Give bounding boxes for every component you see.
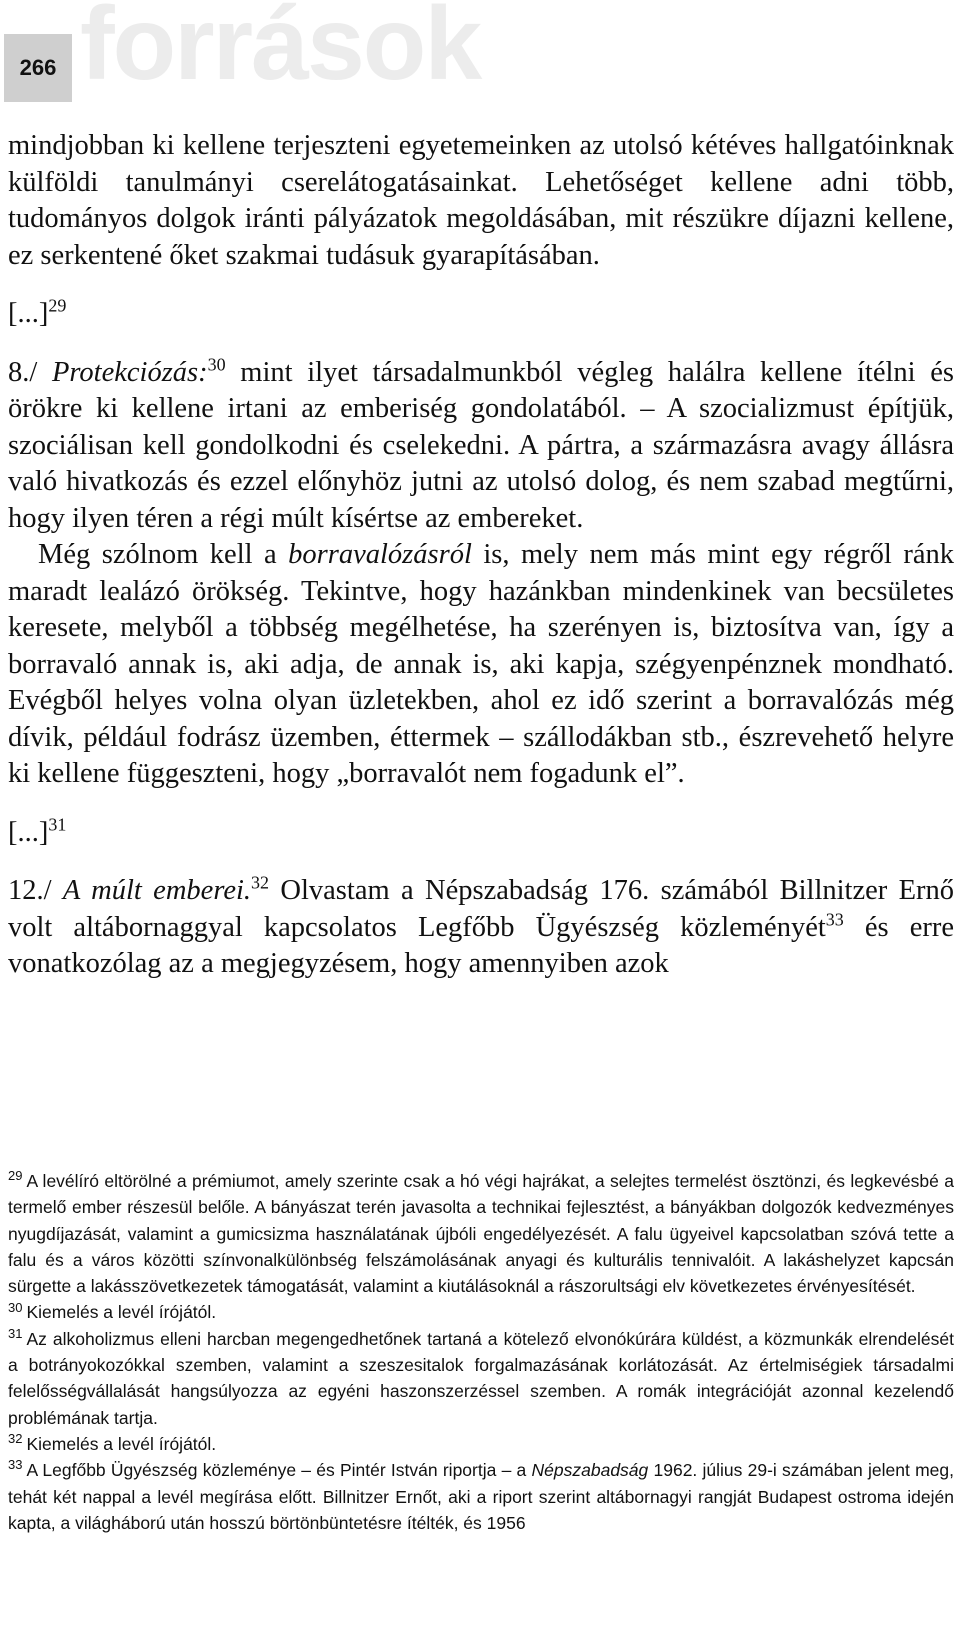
footnote-text: 1962. július 29-i számában jelent meg, tehát két nappal a levél megírása előtt. Billnitzer Ernőt, aki a riport szerint altábornagyi rangját Budapest ostroma idején kapta, a világháború után hosszú börtönbüntetésre ítélték, és 1956 [8, 1460, 954, 1533]
page-number: 266 [4, 34, 72, 102]
paragraph-borravalo [8, 537, 954, 793]
omission-mark: [...] [8, 298, 49, 329]
paragraph-mult-emberei [8, 873, 954, 983]
omission-1 [8, 296, 954, 333]
footnote-number: 33 [8, 1457, 23, 1473]
footnote-number: 29 [8, 1168, 23, 1184]
paragraph-protekciozas [8, 355, 954, 538]
item-heading: A múlt emberei. [62, 875, 252, 906]
paragraph-text: és erre vonatkozólag az a megjegyzésem, hogy amennyiben azok [8, 911, 954, 979]
footnote-ref-29: 29 [48, 295, 67, 316]
footnote-text: A Legfőbb Ügyészség közleménye – és Pintér István riportja – a [26, 1460, 532, 1481]
paragraph-text: is, mely nem más mint egy régről ránk maradt lealázó örökség. Tekintve, hogy hazánkban mindenkinek van becsületes keresete, melyből a többség megélhetése, ha szerényen is, biztosítva van, így a borravaló annak is, aki adja, de annak is, aki kapja, szégyenpénznek mondható. Evégből helyes volna olyan üzletekben, ahol ez idő szerint a borravalózás még dívik, például fodrász üzemben, éttermek – szállodákban stb., észrevehető helyre ki kellene függeszteni, hogy „borravalót nem fogadunk el”. [8, 539, 954, 789]
paragraph-text: mint ilyet társadalmunkból végleg halálra kellene ítélni és örökre ki kellene irtani az emberiség gondolatából. – A szocializmust építjük, szociálisan kell gondolkodni és cselekedni. A pártra, a származásra avagy állásra való hivatkozás és ezzel előnyhöz jutni az utolsó dolog, és nem szabad megtűrni, hogy ilyen téren a régi múlt kísértse az embereket. [8, 356, 954, 534]
footnote-text: A levélíró eltörölné a prémiumot, amely szerinte csak a hó végi hajrákat, a selejtes termelést ösztönzi, és legkevésbé a termelő ember részesül belőle. A bányászat terén javasolta a technikai fejlesztést, a bányákban dolgozók kedvezményes nyugdíjazását, valamint a gumicsizma használatának újbóli engedélyezését. A falu ügyeivel kapcsolatban szóvá tette a falu és a város közötti színvonalkülönbség felszámolásának anyagi és kulturális tennivalóit. A lakáshelyzet kapcsán sürgette a lakásszövetkezetek támogatását, valamint a kiutálásoknál a rászorultsági elv következetes érvényesítését. [8, 1171, 954, 1297]
emphasis: borravalózásról [288, 539, 472, 570]
item-heading: Protekciózás: [51, 356, 208, 388]
footnote-29 [8, 1168, 954, 1299]
footnote-number: 32 [8, 1431, 23, 1447]
section-title: források [80, 0, 481, 102]
item-number: 8./ [8, 356, 52, 388]
footnote-text: Kiemelés a levél írójától. [26, 1433, 217, 1454]
footnote-number: 31 [8, 1325, 23, 1341]
paragraph-text: Még szólnom kell a [38, 539, 289, 570]
item-number: 12./ [8, 875, 63, 906]
footnote-ref-33: 33 [825, 909, 844, 929]
footnote-ref-30: 30 [207, 354, 226, 374]
paragraph-1: mindjobban ki kellene terjeszteni egyetemeinken az utolsó kétéves hallgatóinknak külföldi tanulmányi cserelátogatásainkat. Lehetőséget kellene adni több, tudományos dolgok iránti pályázatok megoldásában, mit részükre díjazni kellene, ez serkentené őket szakmai tudásuk gyarapításában. [8, 130, 954, 271]
footnote-number: 30 [8, 1299, 23, 1315]
main-text [8, 128, 954, 983]
footnote-32 [8, 1431, 954, 1457]
omission-2 [8, 815, 954, 852]
footnote-33 [8, 1457, 954, 1536]
footnote-text: Az alkoholizmus elleni harcban megengedhetőnek tartaná a kötelező elvonókúrára küldést, a közmunkák elrendelését a botrányokozókkal szemben, valamint a szeszesitalok forgalmazásának korlátozását. Az értelmiségiek társadalmi felelősségvállalását hangsúlyozza az egyéni haszonszerzéssel szemben. A romák integrációját azonnal kezelendő problémának tartja. [8, 1328, 954, 1428]
footnote-text: Kiemelés a levél írójától. [26, 1302, 217, 1323]
footnote-ref-32: 32 [251, 872, 270, 893]
footnote-31 [8, 1326, 954, 1431]
footnotes [8, 1168, 954, 1536]
footnote-emphasis: Népszabadság [531, 1460, 649, 1481]
footnote-ref-31: 31 [48, 814, 67, 834]
footnote-30 [8, 1299, 954, 1325]
omission-mark: [...] [8, 816, 49, 848]
paragraph-text: Olvastam a Népszabadság 176. számából Billnitzer Ernő volt altábornaggyal kapcsolatos Legfőbb Ügyészség közleményét [8, 875, 954, 943]
page-header [0, 0, 960, 110]
